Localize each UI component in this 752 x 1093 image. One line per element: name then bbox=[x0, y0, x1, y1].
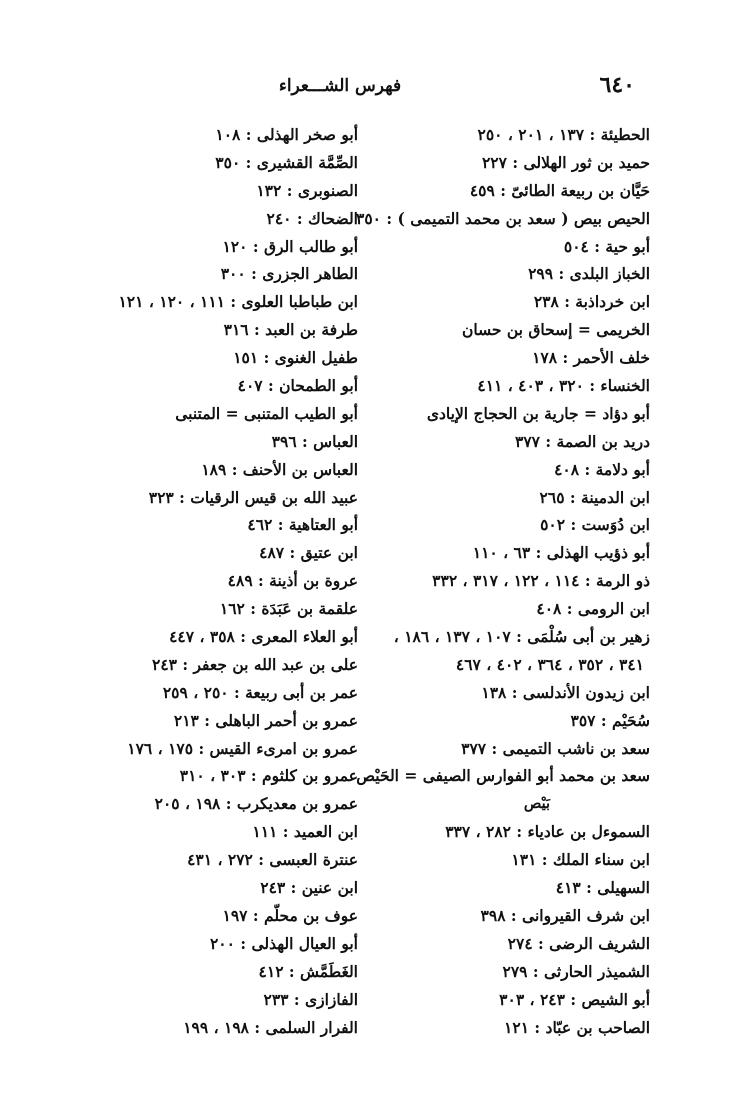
index-entry: ذو الرمة : ١١٤ ، ١٢٢ ، ٣١٧ ، ٣٣٢ bbox=[432, 571, 650, 591]
index-entry: ابن دُوَست : ٥٠٢ bbox=[540, 515, 650, 535]
index-entry: طفيل الغنوى : ١٥١ bbox=[233, 348, 358, 368]
index-entry: الحيص بيص ( سعد بن محمد التميمى ) : ٣٥٠ bbox=[356, 208, 650, 228]
index-entry: على بن عبد الله بن جعفر : ٢٤٣ bbox=[152, 654, 358, 674]
index-entry: الطاهر الجزرى : ٣٠٠ bbox=[220, 264, 358, 284]
index-entry: ابن العميد : ١١١ bbox=[252, 822, 358, 842]
index-entry: سعد بن محمد أبو الفوارس الصيفى = الحَيْص bbox=[356, 766, 650, 786]
index-entry: أبو طالب الرق : ١٢٠ bbox=[222, 236, 358, 256]
index-entry: الحطيئة : ١٣٧ ، ٢٠١ ، ٢٥٠ bbox=[477, 125, 650, 144]
index-entry: الضحاك : ٢٤٠ bbox=[266, 208, 358, 228]
index-entry: ابن طباطبا العلوى : ١١١ ، ١٢٠ ، ١٢١ bbox=[118, 292, 358, 312]
index-entry: ابن شرف القيروانى : ٣٩٨ bbox=[480, 905, 650, 925]
index-entry: ابن عنين : ٢٤٣ bbox=[260, 878, 358, 898]
index-entry: ابن عتيق : ٤٨٧ bbox=[259, 543, 358, 563]
index-entry: أبو صخر الهذلى : ١٠٨ bbox=[215, 125, 358, 144]
index-entry: عمر بن أبى ربيعة : ٢٥٠ ، ٢٥٩ bbox=[162, 682, 358, 702]
index-entry: طرفة بن العبد : ٣١٦ bbox=[223, 320, 358, 340]
index-entry: الغَطَمَّش : ٤١٢ bbox=[258, 961, 358, 981]
index-entry-continuation: بَيْص bbox=[523, 795, 550, 813]
index-column-left bbox=[70, 121, 358, 1041]
index-entry: الخنساء : ٣٢٠ ، ٤٠٣ ، ٤١١ bbox=[477, 376, 650, 396]
index-entry: زهير بن أبى سُلْمَى : ١٠٧ ، ١٣٧ ، ١٨٦ ، bbox=[393, 627, 650, 647]
index-entry: أبو الشيص : ٢٤٣ ، ٣٠٣ bbox=[499, 989, 650, 1009]
index-entry: عمرو بن معديكرب : ١٩٨ ، ٢٠٥ bbox=[154, 794, 358, 814]
index-entry: عوف بن محلّم : ١٩٧ bbox=[222, 905, 358, 925]
page-title: فهرس الشـــعراء bbox=[278, 76, 402, 96]
index-entry: ابن زيدون الأندلسى : ١٣٨ bbox=[481, 682, 650, 702]
index-entry: الفازازى : ٢٣٣ bbox=[263, 989, 358, 1009]
index-entry: العباس بن الأحنف : ١٨٩ bbox=[201, 459, 358, 479]
index-entry: عبيد الله بن قيس الرقيات : ٣٢٣ bbox=[148, 487, 358, 507]
index-entry: الخباز البلدى : ٢٩٩ bbox=[528, 264, 650, 284]
index-entry: عمرو بن كلثوم : ٣٠٣ ، ٣١٠ bbox=[179, 766, 358, 786]
index-entry: ابن الدمينة : ٢٦٥ bbox=[539, 487, 650, 507]
index-entry: عنترة العبسى : ٢٧٢ ، ٤٣١ bbox=[187, 850, 358, 870]
index-entry: أبو حية : ٥٠٤ bbox=[563, 236, 650, 256]
index-entry: أبو الطيب المتنبى = المتنبى bbox=[175, 403, 358, 423]
page-number: ٦٤٠ bbox=[599, 72, 635, 98]
index-entry-continuation: ٣٤١ ، ٣٥٢ ، ٣٦٤ ، ٤٠٢ ، ٤٦٧ bbox=[455, 654, 644, 674]
index-entry: خلف الأحمر : ١٧٨ bbox=[532, 348, 650, 368]
index-entry: حميد بن ثور الهلالى : ٢٢٧ bbox=[481, 152, 650, 172]
index-entry: العباس : ٣٩٦ bbox=[271, 431, 358, 451]
index-entry: عمرو بن امرىء القيس : ١٧٥ ، ١٧٦ bbox=[127, 738, 358, 758]
index-entry: ابن الرومى : ٤٠٨ bbox=[536, 599, 650, 619]
index-entry: الشريف الرضى : ٢٧٤ bbox=[507, 933, 650, 953]
index-entry: أبو العيال الهذلى : ٢٠٠ bbox=[209, 933, 358, 953]
index-column-right bbox=[356, 121, 650, 1041]
index-entry: سُحَيْم : ٣٥٧ bbox=[570, 710, 650, 730]
index-entry: الصاحب بن عبّاد : ١٢١ bbox=[504, 1017, 650, 1037]
index-entry: دريد بن الصمة : ٣٧٧ bbox=[515, 431, 650, 451]
index-entry: الشميذر الحارثى : ٢٧٩ bbox=[502, 961, 650, 981]
index-entry: حَيَّان بن ربيعة الطائىّ : ٤٥٩ bbox=[469, 180, 650, 200]
index-entry: ابن خرداذبة : ٢٣٨ bbox=[533, 292, 650, 312]
index-entry: أبو دؤاد = جارية بن الحجاج الإيادى bbox=[426, 403, 650, 423]
index-entry: سعد بن ناشب التميمى : ٣٧٧ bbox=[461, 738, 650, 758]
index-entry: أبو الطمحان : ٤٠٧ bbox=[237, 376, 358, 396]
index-entry: أبو دلامة : ٤٠٨ bbox=[554, 459, 650, 479]
index-entry: أبو العتاهية : ٤٦٢ bbox=[247, 515, 358, 535]
index-entry: أبو العلاء المعرى : ٣٥٨ ، ٤٤٧ bbox=[169, 627, 358, 647]
index-entry: ابن سناء الملك : ١٣١ bbox=[511, 850, 650, 870]
index-entry: عروة بن أذينة : ٤٨٩ bbox=[227, 571, 358, 591]
index-entry: الصنوبرى : ١٣٢ bbox=[256, 180, 358, 200]
index-entry: عمرو بن أحمر الباهلى : ٢١٣ bbox=[173, 710, 358, 730]
index-entry: السهيلى : ٤١٣ bbox=[555, 878, 650, 898]
index-entry: السموءل بن عادياء : ٢٨٢ ، ٣٣٧ bbox=[445, 822, 650, 842]
index-entry: الفرار السلمى : ١٩٨ ، ١٩٩ bbox=[183, 1017, 358, 1037]
page-header bbox=[0, 72, 752, 106]
index-entry: أبو ذؤيب الهذلى : ٦٣ ، ١١٠ bbox=[472, 543, 650, 563]
index-entry: الخريمى = إسحاق بن حسان bbox=[461, 320, 650, 340]
index-entry: الصِّمَّة القشيرى : ٣٥٠ bbox=[215, 152, 358, 172]
index-entry: علقمة بن عَبَدَة : ١٦٢ bbox=[219, 599, 358, 619]
